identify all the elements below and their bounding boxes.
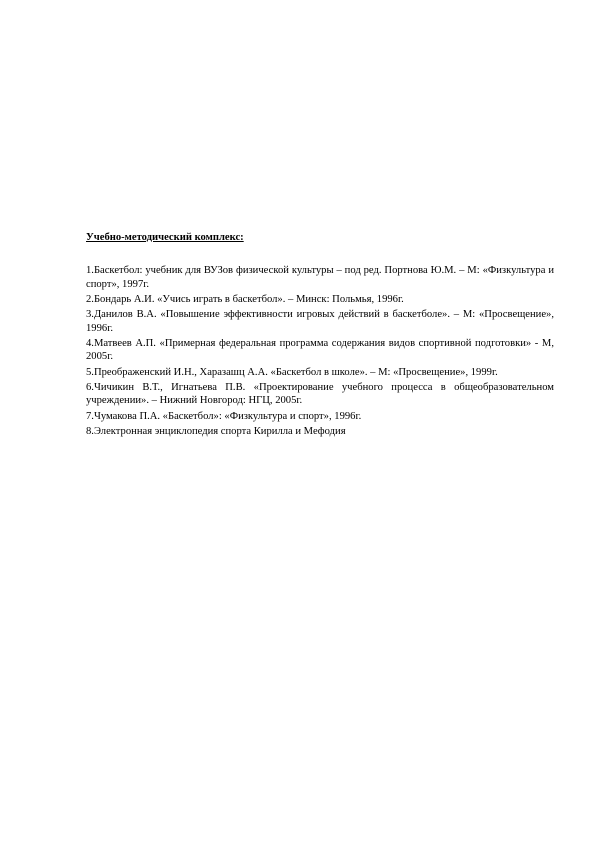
reference-item: 6.Чичикин В.Т., Игнатьева П.В. «Проектирование учебного процесса в общеобразовательном учреждении». – Нижний Новгород: НГЦ, 2005г. (86, 381, 554, 407)
reference-item: 5.Преображенский И.Н., Харазашц А.А. «Баскетбол в школе». – М: «Просвещение», 1999г. (86, 366, 498, 378)
reference-item: 1.Баскетбол: учебник для ВУЗов физической культуры – под ред. Портнова Ю.М. – М: «Физкультура и спорт», 1997г. (86, 265, 554, 290)
methodical-complex-section (86, 231, 554, 440)
reference-item: 7.Чумакова П.А. «Баскетбол»: «Физкультура и спорт», 1996г. (86, 410, 362, 422)
reference-item: 2.Бондарь А.И. «Учись играть в баскетбол». – Минск: Польмья, 1996г. (86, 293, 404, 305)
reference-list (86, 264, 554, 438)
section-heading: Учебно-методический комплекс: (86, 232, 244, 243)
reference-item: 4.Матвеев А.П. «Примерная федеральная программа содержания видов спортивной подготовки» - М, 2005г. (86, 337, 554, 363)
reference-item: 8.Электронная энциклопедия спорта Кирилла и Мефодия (86, 425, 346, 437)
reference-item: 3.Данилов В.А. «Повышение эффективности игровых действий в баскетболе». – М: «Просвещение», 1996г. (86, 308, 554, 334)
